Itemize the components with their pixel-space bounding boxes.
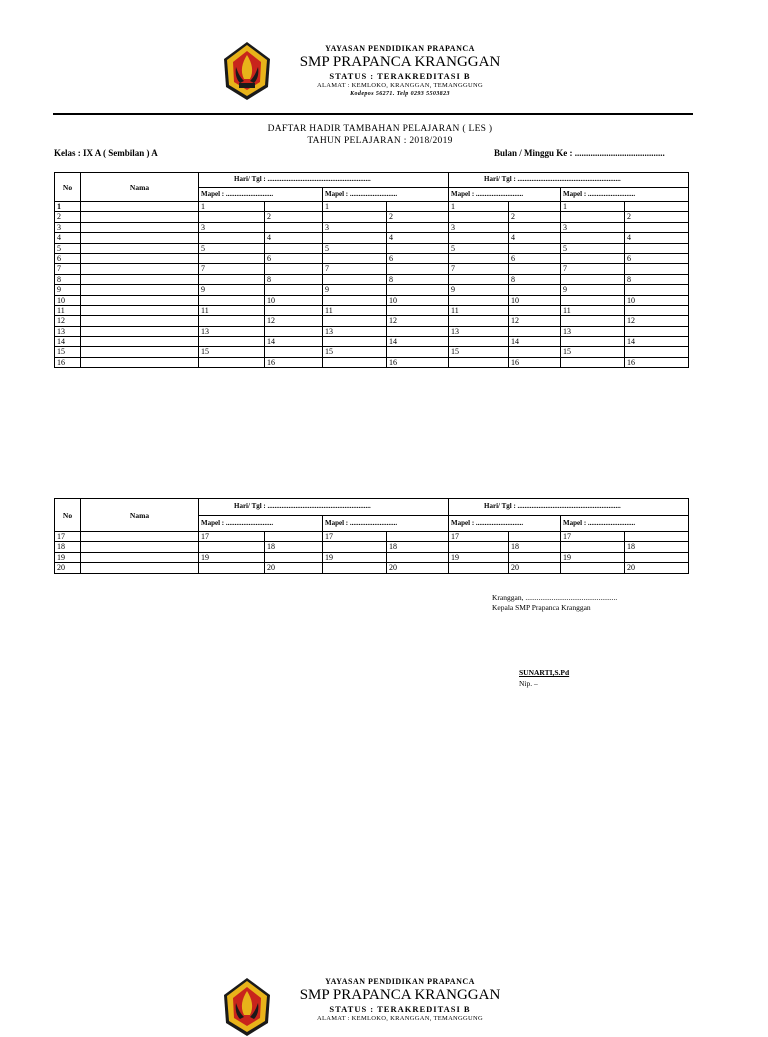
attendance-cell[interactable]: 9 (323, 285, 387, 295)
student-name-cell[interactable] (81, 202, 199, 212)
student-name-cell[interactable] (81, 274, 199, 284)
attendance-cell[interactable]: 4 (265, 233, 323, 243)
attendance-cell[interactable]: 5 (561, 243, 625, 253)
accreditation-status: STATUS : TERAKREDITASI B (329, 71, 471, 81)
attendance-cell[interactable]: 17 (199, 532, 265, 542)
attendance-cell[interactable] (387, 222, 449, 232)
attendance-cell[interactable] (449, 316, 509, 326)
subject-header[interactable]: Mapel : ........................... (323, 515, 449, 532)
attendance-cell[interactable] (387, 285, 449, 295)
attendance-cell[interactable] (199, 316, 265, 326)
school-address: ALAMAT : KEMLOKO, KRANGGAN, TEMANGGUNG (316, 82, 484, 89)
attendance-cell[interactable]: 11 (561, 305, 625, 315)
attendance-cell[interactable] (199, 212, 265, 222)
attendance-cell[interactable] (449, 295, 509, 305)
student-name-cell[interactable] (81, 337, 199, 347)
row-number: 6 (55, 253, 81, 263)
attendance-cell[interactable]: 4 (387, 233, 449, 243)
attendance-cell[interactable]: 18 (265, 542, 323, 552)
row-number: 13 (55, 326, 81, 336)
attendance-cell[interactable] (509, 222, 561, 232)
table-row (55, 542, 689, 552)
row-number: 14 (55, 337, 81, 347)
attendance-cell[interactable]: 16 (265, 357, 323, 367)
attendance-cell[interactable]: 11 (323, 305, 387, 315)
attendance-cell[interactable]: 18 (387, 542, 449, 552)
attendance-cell[interactable] (449, 274, 509, 284)
document-title: DAFTAR HADIR TAMBAHAN PELAJARAN ( LES ) (267, 124, 493, 134)
table-row (55, 274, 689, 284)
attendance-table-1 (54, 172, 689, 368)
table-row (55, 222, 689, 232)
attendance-cell[interactable]: 20 (265, 563, 323, 573)
attendance-cell[interactable] (323, 274, 387, 284)
attendance-cell[interactable]: 1 (323, 202, 387, 212)
attendance-cell[interactable] (265, 222, 323, 232)
attendance-cell[interactable]: 7 (199, 264, 265, 274)
month-week-label: Bulan / Minggu Ke : ........................................ (494, 148, 665, 158)
row-number: 2 (55, 212, 81, 222)
attendance-cell[interactable]: 9 (561, 285, 625, 295)
table-row (55, 233, 689, 243)
no-header: No (55, 173, 81, 202)
attendance-cell[interactable] (561, 295, 625, 305)
attendance-cell[interactable]: 5 (449, 243, 509, 253)
foundation-name: YAYASAN PENDIDIKAN PRAPANCA (325, 44, 475, 53)
attendance-cell[interactable]: 3 (199, 222, 265, 232)
attendance-cell[interactable] (561, 212, 625, 222)
attendance-cell[interactable] (625, 264, 689, 274)
attendance-cell[interactable]: 1 (199, 202, 265, 212)
attendance-cell[interactable]: 17 (449, 532, 509, 542)
table-row (55, 285, 689, 295)
attendance-cell[interactable] (323, 316, 387, 326)
attendance-cell[interactable] (625, 243, 689, 253)
attendance-cell[interactable]: 14 (509, 337, 561, 347)
student-name-cell[interactable] (81, 233, 199, 243)
student-name-cell[interactable] (81, 326, 199, 336)
row-number: 18 (55, 542, 81, 552)
class-label: Kelas : IX A ( Sembilan ) A (54, 148, 158, 158)
school-logo (222, 977, 272, 1037)
attendance-cell[interactable] (625, 305, 689, 315)
school-name: SMP PRAPANCA KRANGGAN (299, 54, 501, 70)
subject-header[interactable]: Mapel : ........................... (561, 187, 689, 202)
accreditation-status: STATUS : TERAKREDITASI B (329, 1004, 471, 1014)
attendance-cell[interactable] (265, 202, 323, 212)
attendance-cell[interactable]: 8 (387, 274, 449, 284)
no-header: No (55, 499, 81, 532)
attendance-cell[interactable] (387, 202, 449, 212)
attendance-cell[interactable] (387, 552, 449, 562)
table-row (55, 305, 689, 315)
subject-header[interactable]: Mapel : ........................... (449, 187, 561, 202)
attendance-cell[interactable]: 4 (625, 233, 689, 243)
attendance-cell[interactable] (323, 563, 387, 573)
attendance-cell[interactable]: 18 (625, 542, 689, 552)
attendance-cell[interactable] (387, 264, 449, 274)
attendance-cell[interactable]: 3 (561, 222, 625, 232)
attendance-cell[interactable]: 20 (509, 563, 561, 573)
table-row (55, 264, 689, 274)
attendance-cell[interactable]: 13 (323, 326, 387, 336)
attendance-cell[interactable]: 12 (387, 316, 449, 326)
table-row (55, 563, 689, 573)
attendance-cell[interactable]: 6 (265, 253, 323, 263)
attendance-cell[interactable]: 2 (265, 212, 323, 222)
attendance-cell[interactable] (265, 532, 323, 542)
attendance-cell[interactable]: 12 (265, 316, 323, 326)
subject-header[interactable]: Mapel : ........................... (561, 515, 689, 532)
attendance-cell[interactable] (323, 337, 387, 347)
student-name-cell[interactable] (81, 243, 199, 253)
row-number: 4 (55, 233, 81, 243)
attendance-cell[interactable]: 15 (199, 347, 265, 357)
attendance-cell[interactable] (265, 285, 323, 295)
attendance-cell[interactable] (561, 542, 625, 552)
attendance-cell[interactable]: 19 (199, 552, 265, 562)
row-number: 12 (55, 316, 81, 326)
attendance-cell[interactable] (387, 305, 449, 315)
attendance-cell[interactable]: 20 (625, 563, 689, 573)
student-name-cell[interactable] (81, 285, 199, 295)
attendance-cell[interactable] (265, 326, 323, 336)
attendance-cell[interactable] (323, 542, 387, 552)
attendance-cell[interactable]: 15 (323, 347, 387, 357)
attendance-cell[interactable] (561, 274, 625, 284)
attendance-cell[interactable]: 15 (561, 347, 625, 357)
nama-header: Nama (81, 173, 199, 202)
student-name-cell[interactable] (81, 316, 199, 326)
attendance-cell[interactable]: 10 (509, 295, 561, 305)
attendance-cell[interactable] (625, 347, 689, 357)
attendance-cell[interactable]: 7 (561, 264, 625, 274)
day-date-header[interactable]: Hari/ Tgl : ........................................................... (449, 499, 689, 516)
attendance-cell[interactable]: 1 (449, 202, 509, 212)
row-number: 19 (55, 552, 81, 562)
attendance-cell[interactable] (265, 347, 323, 357)
attendance-cell[interactable] (561, 253, 625, 263)
attendance-cell[interactable] (449, 357, 509, 367)
table-row (55, 326, 689, 336)
attendance-cell[interactable] (199, 337, 265, 347)
attendance-cell[interactable] (199, 253, 265, 263)
school-logo (222, 41, 272, 101)
attendance-cell[interactable] (449, 542, 509, 552)
row-number: 1 (55, 202, 81, 212)
student-name-cell[interactable] (81, 563, 199, 573)
nama-header: Nama (81, 499, 199, 532)
attendance-cell[interactable]: 10 (265, 295, 323, 305)
attendance-cell[interactable] (625, 532, 689, 542)
attendance-cell[interactable] (561, 563, 625, 573)
attendance-cell[interactable]: 17 (561, 532, 625, 542)
attendance-cell[interactable] (449, 253, 509, 263)
foundation-name: YAYASAN PENDIDIKAN PRAPANCA (325, 977, 475, 986)
attendance-cell[interactable] (199, 295, 265, 305)
principal-name: SUNARTI,S.Pd (519, 668, 570, 677)
student-name-cell[interactable] (81, 347, 199, 357)
attendance-cell[interactable] (561, 337, 625, 347)
attendance-cell[interactable]: 2 (387, 212, 449, 222)
attendance-cell[interactable] (509, 285, 561, 295)
subject-header[interactable]: Mapel : ........................... (199, 515, 323, 532)
attendance-cell[interactable]: 17 (323, 532, 387, 542)
attendance-cell[interactable] (387, 532, 449, 542)
table-row (55, 347, 689, 357)
table-row (55, 532, 689, 542)
attendance-cell[interactable] (625, 285, 689, 295)
attendance-cell[interactable]: 14 (387, 337, 449, 347)
attendance-cell[interactable] (265, 243, 323, 253)
attendance-cell[interactable] (199, 542, 265, 552)
student-name-cell[interactable] (81, 542, 199, 552)
row-number: 5 (55, 243, 81, 253)
table-row (55, 316, 689, 326)
attendance-cell[interactable]: 14 (625, 337, 689, 347)
row-number: 9 (55, 285, 81, 295)
attendance-cell[interactable]: 5 (199, 243, 265, 253)
attendance-cell[interactable]: 13 (199, 326, 265, 336)
attendance-cell[interactable] (561, 316, 625, 326)
student-name-cell[interactable] (81, 222, 199, 232)
attendance-cell[interactable] (323, 253, 387, 263)
attendance-cell[interactable] (509, 532, 561, 542)
attendance-cell[interactable] (265, 552, 323, 562)
attendance-cell[interactable]: 2 (625, 212, 689, 222)
attendance-cell[interactable] (509, 326, 561, 336)
attendance-cell[interactable] (625, 202, 689, 212)
attendance-cell[interactable]: 6 (509, 253, 561, 263)
academic-year: TAHUN PELAJARAN : 2018/2019 (307, 136, 453, 146)
attendance-cell[interactable]: 3 (323, 222, 387, 232)
student-name-cell[interactable] (81, 552, 199, 562)
student-name-cell[interactable] (81, 305, 199, 315)
attendance-cell[interactable] (323, 357, 387, 367)
attendance-cell[interactable] (625, 222, 689, 232)
row-number: 10 (55, 295, 81, 305)
attendance-cell[interactable] (323, 233, 387, 243)
attendance-cell[interactable] (199, 357, 265, 367)
row-number: 20 (55, 563, 81, 573)
day-date-header[interactable]: Hari/ Tgl : ........................................................... (449, 173, 689, 188)
attendance-cell[interactable]: 6 (625, 253, 689, 263)
attendance-cell[interactable]: 8 (625, 274, 689, 284)
attendance-cell[interactable]: 16 (387, 357, 449, 367)
attendance-cell[interactable]: 11 (199, 305, 265, 315)
attendance-cell[interactable]: 19 (323, 552, 387, 562)
attendance-cell[interactable]: 9 (199, 285, 265, 295)
attendance-cell[interactable] (509, 552, 561, 562)
row-number: 8 (55, 274, 81, 284)
attendance-cell[interactable] (509, 202, 561, 212)
attendance-cell[interactable]: 16 (625, 357, 689, 367)
table-row (55, 243, 689, 253)
attendance-cell[interactable] (449, 233, 509, 243)
attendance-cell[interactable]: 11 (449, 305, 509, 315)
attendance-cell[interactable] (323, 212, 387, 222)
student-name-cell[interactable] (81, 253, 199, 263)
attendance-cell[interactable]: 4 (509, 233, 561, 243)
attendance-cell[interactable]: 20 (387, 563, 449, 573)
school-address: ALAMAT : KEMLOKO, KRANGGAN, TEMANGGUNG (316, 1015, 484, 1022)
attendance-cell[interactable]: 7 (323, 264, 387, 274)
attendance-cell[interactable] (561, 233, 625, 243)
attendance-cell[interactable]: 13 (561, 326, 625, 336)
attendance-cell[interactable]: 12 (509, 316, 561, 326)
row-number: 15 (55, 347, 81, 357)
attendance-cell[interactable] (387, 326, 449, 336)
attendance-cell[interactable] (199, 233, 265, 243)
principal-nip: Nip. – (519, 679, 538, 688)
subject-header[interactable]: Mapel : ........................... (199, 187, 323, 202)
attendance-cell[interactable]: 1 (561, 202, 625, 212)
table-row (55, 552, 689, 562)
student-name-cell[interactable] (81, 264, 199, 274)
attendance-cell[interactable] (625, 326, 689, 336)
subject-header[interactable]: Mapel : ........................... (323, 187, 449, 202)
attendance-cell[interactable] (199, 563, 265, 573)
attendance-cell[interactable]: 12 (625, 316, 689, 326)
school-name: SMP PRAPANCA KRANGGAN (299, 987, 501, 1003)
attendance-cell[interactable] (387, 243, 449, 253)
day-date-header[interactable]: Hari/ Tgl : ........................................................... (199, 499, 449, 516)
signature-position: Kepala SMP Prapanca Kranggan (492, 603, 591, 612)
attendance-cell[interactable] (449, 563, 509, 573)
attendance-cell[interactable] (509, 264, 561, 274)
attendance-cell[interactable] (625, 552, 689, 562)
attendance-cell[interactable] (449, 212, 509, 222)
table-row (55, 337, 689, 347)
attendance-cell[interactable]: 10 (387, 295, 449, 305)
row-number: 7 (55, 264, 81, 274)
table-row (55, 357, 689, 367)
attendance-cell[interactable] (509, 243, 561, 253)
attendance-cell[interactable]: 19 (449, 552, 509, 562)
attendance-cell[interactable]: 19 (561, 552, 625, 562)
attendance-cell[interactable]: 13 (449, 326, 509, 336)
row-number: 16 (55, 357, 81, 367)
attendance-cell[interactable]: 16 (509, 357, 561, 367)
attendance-cell[interactable] (509, 347, 561, 357)
attendance-cell[interactable] (561, 357, 625, 367)
attendance-cell[interactable]: 8 (265, 274, 323, 284)
day-date-header[interactable]: Hari/ Tgl : ........................................................... (199, 173, 449, 188)
attendance-cell[interactable] (265, 305, 323, 315)
subject-header[interactable]: Mapel : ........................... (449, 515, 561, 532)
attendance-cell[interactable]: 7 (449, 264, 509, 274)
attendance-cell[interactable]: 6 (387, 253, 449, 263)
attendance-table-2 (54, 498, 689, 574)
attendance-cell[interactable]: 3 (449, 222, 509, 232)
attendance-cell[interactable]: 8 (509, 274, 561, 284)
student-name-cell[interactable] (81, 357, 199, 367)
table-row (55, 212, 689, 222)
row-number: 11 (55, 305, 81, 315)
signature-place-date: Kranggan, ................................................. (492, 593, 618, 602)
attendance-cell[interactable] (265, 264, 323, 274)
attendance-cell[interactable] (199, 274, 265, 284)
postal-phone: Kodepos 56271. Telp 0293 5503823 (350, 91, 450, 97)
attendance-cell[interactable]: 5 (323, 243, 387, 253)
row-number: 3 (55, 222, 81, 232)
attendance-cell[interactable]: 14 (265, 337, 323, 347)
table-row (55, 253, 689, 263)
row-number: 17 (55, 532, 81, 542)
attendance-cell[interactable]: 9 (449, 285, 509, 295)
attendance-cell[interactable]: 10 (625, 295, 689, 305)
attendance-cell[interactable] (323, 295, 387, 305)
attendance-cell[interactable]: 15 (449, 347, 509, 357)
letterhead-rule (53, 113, 693, 115)
attendance-cell[interactable] (509, 305, 561, 315)
attendance-cell[interactable] (449, 337, 509, 347)
student-name-cell[interactable] (81, 532, 199, 542)
attendance-cell[interactable]: 18 (509, 542, 561, 552)
table-row (55, 202, 689, 212)
student-name-cell[interactable] (81, 295, 199, 305)
attendance-cell[interactable] (387, 347, 449, 357)
table-row (55, 295, 689, 305)
student-name-cell[interactable] (81, 212, 199, 222)
attendance-cell[interactable]: 2 (509, 212, 561, 222)
